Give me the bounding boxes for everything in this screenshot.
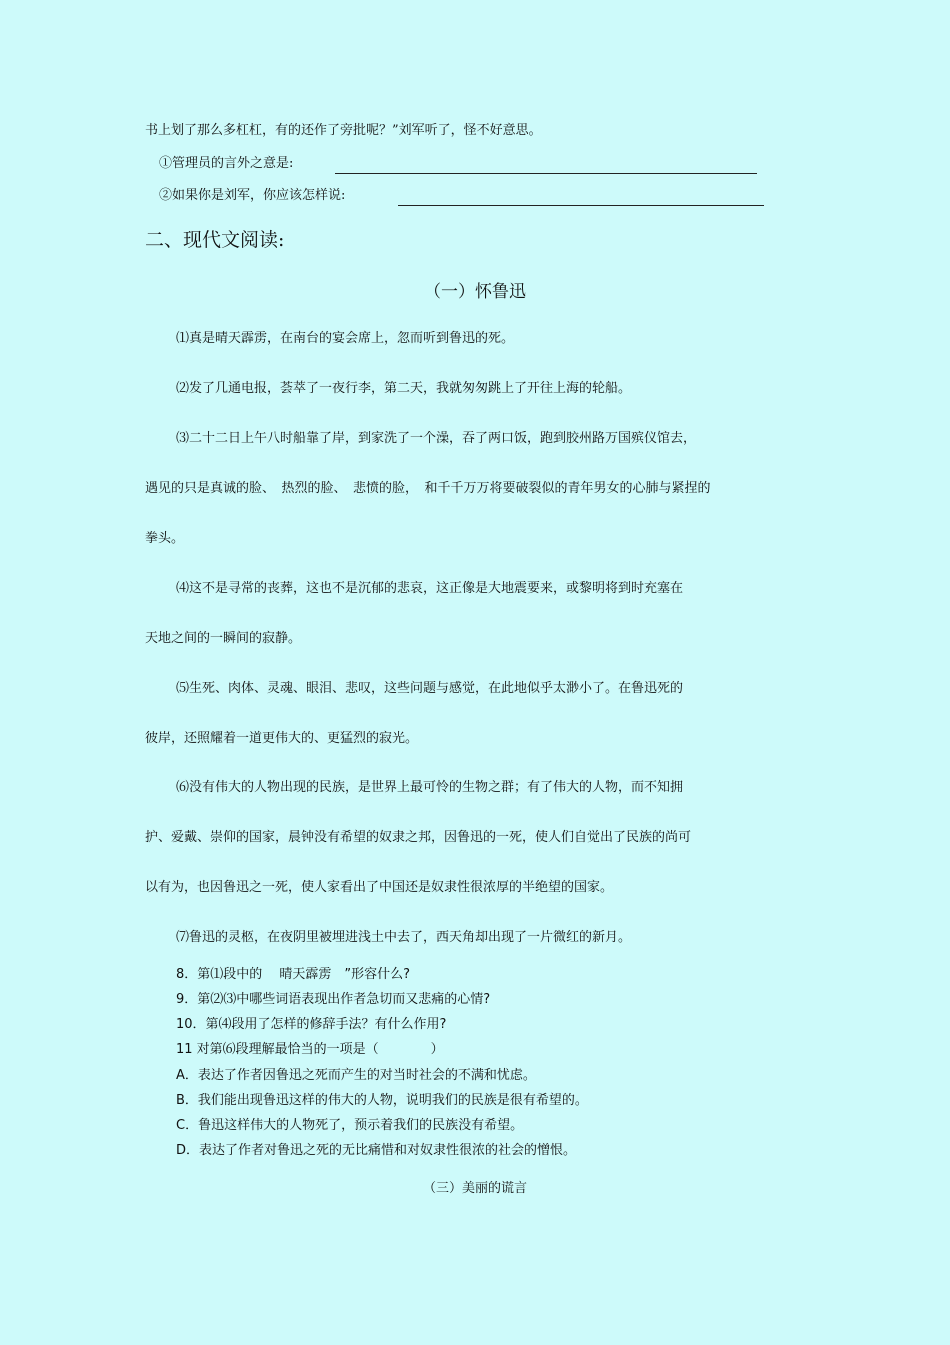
next-article-title: （三）美丽的谎言 <box>422 1181 527 1196</box>
paragraph-line: ⑵发了几通电报，荟萃了一夜行李，第二天，我就匆匆跳上了开往上海的轮船。 <box>176 381 632 396</box>
paragraph-line: ⑷这不是寻常的丧葬，这也不是沉郁的悲哀，这正像是大地震要来，或黎明将到时充塞在 <box>176 581 684 596</box>
paragraph-line: ⑺鲁迅的灵柩，在夜阴里被埋进浅土中去了，西天角却出现了一片微红的新月。 <box>176 930 632 945</box>
paragraph-line: 天地之间的一瞬间的寂静。 <box>145 631 302 646</box>
paragraph-line: 护、爱戴、崇仰的国家，晨钟没有希望的奴隶之邦，因鲁迅的一死，使人们自觉出了民族的尚可 <box>145 830 692 845</box>
option-a: A．表达了作者因鲁迅之死而产生的对当时社会的不满和忧虑。 <box>176 1068 536 1083</box>
option-b: B．我们能出现鲁迅这样的伟大的人物，说明我们的民族是很有希望的。 <box>176 1093 588 1108</box>
paragraph-line: ⑶二十二日上午八时船靠了岸，到家洗了一个澡，吞了两口饭，跑到胶州路万国殡仪馆去， <box>176 431 697 446</box>
option-c: C．鲁迅这样伟大的人物死了，预示着我们的民族没有希望。 <box>176 1118 524 1133</box>
option-d: D．表达了作者对鲁迅之死的无比痛惜和对奴隶性很浓的社会的憎恨。 <box>176 1143 577 1158</box>
section-heading: 二、现代文阅读: <box>145 229 285 251</box>
question-item: 8．第⑴段中的 晴天霹雳 ”形容什么? <box>176 967 411 982</box>
paragraph-line: 拳头。 <box>145 531 185 546</box>
paragraph-line: 遇见的只是真诚的脸、 热烈的脸、 悲愤的脸， 和千千万万将要破裂似的青年男女的心肺与紧捏的 <box>145 481 711 496</box>
question-2-label: ②如果你是刘军，你应该怎样说: <box>159 188 346 203</box>
paragraph-line: ⑸生死、肉体、灵魂、眼泪、悲叹，这些问题与感觉，在此地似乎太渺小了。在鲁迅死的 <box>176 681 684 696</box>
paragraph-line: 以有为，也因鲁迅之一死，使人家看出了中国还是奴隶性很浓厚的半绝望的国家。 <box>145 880 614 895</box>
paragraph-line: ⑴真是晴天霹雳，在南台的宴会席上，忽而听到鲁迅的死。 <box>176 331 515 346</box>
answer-blank-1 <box>335 173 757 174</box>
question-1-label: ①管理员的言外之意是: <box>159 156 294 171</box>
answer-blank-2 <box>398 205 764 206</box>
paragraph-line: 彼岸，还照耀着一道更伟大的、更猛烈的寂光。 <box>145 731 419 746</box>
article-title: （一）怀鲁迅 <box>424 282 526 302</box>
question-item: 9．第⑵⑶中哪些词语表现出作者急切而又悲痛的心情? <box>176 992 491 1007</box>
question-item: 10．第⑷段用了怎样的修辞手法？有什么作用? <box>176 1017 447 1032</box>
paragraph-line: ⑹没有伟大的人物出现的民族，是世界上最可怜的生物之群；有了伟大的人物，而不知拥 <box>176 780 684 795</box>
continuation-text: 书上划了那么多杠杠，有的还作了旁批呢？”刘军听了，怪不好意思。 <box>145 123 542 138</box>
question-item: 11 对第⑹段理解最恰当的一项是（ ） <box>176 1042 444 1057</box>
